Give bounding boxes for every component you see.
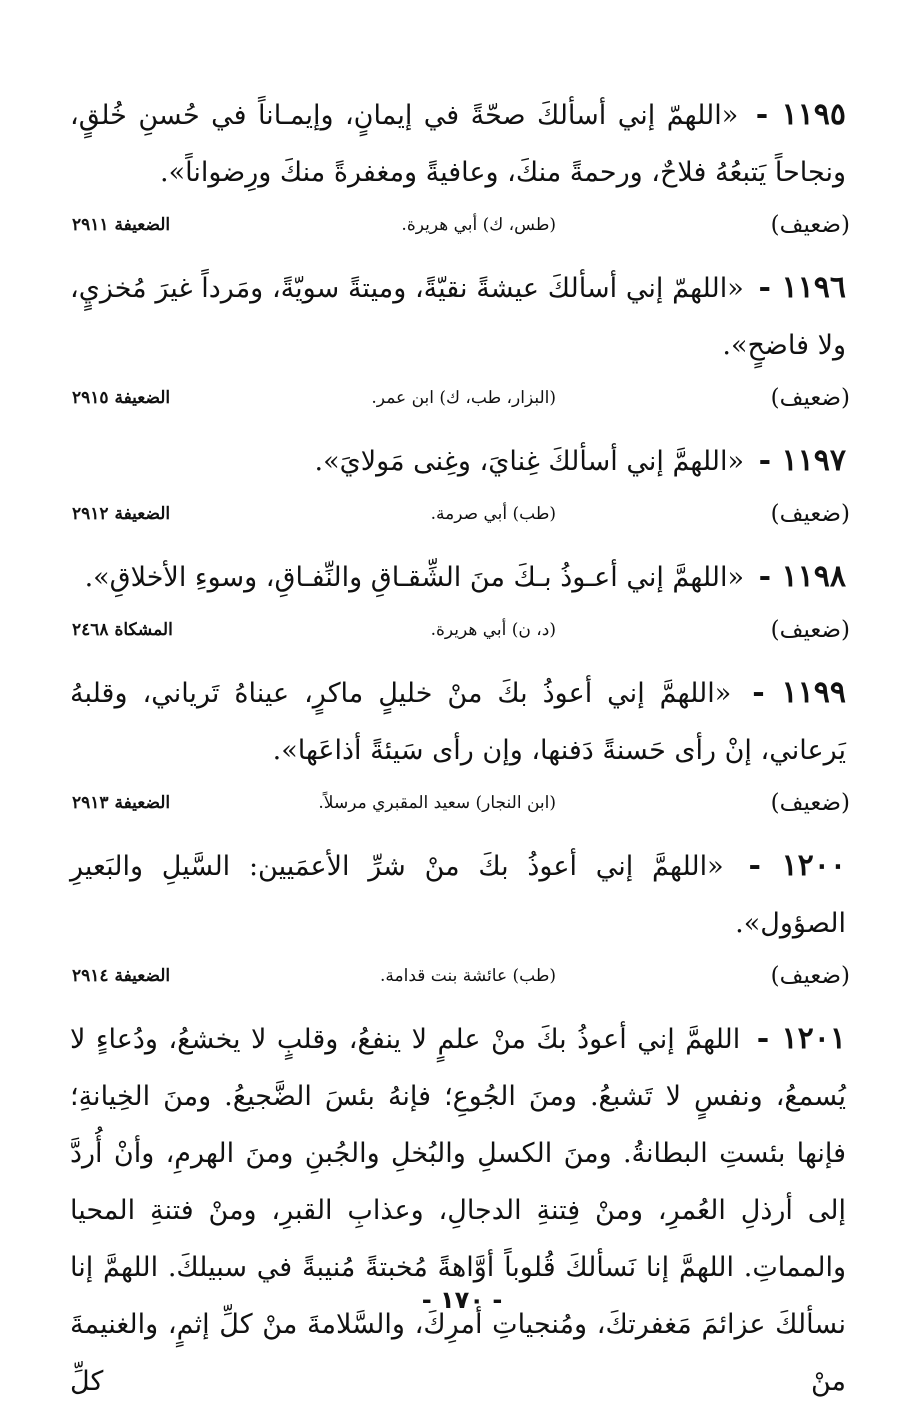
hadith-entry-1200 — [70, 837, 850, 998]
page-content — [70, 86, 850, 1397]
grade-label: (ضعيف) — [770, 790, 850, 816]
reference-row — [70, 608, 850, 652]
hadith-number: ١١٩٨ - — [758, 559, 846, 594]
hadith-number: ١١٩٥ - — [755, 97, 846, 132]
reference-row — [70, 954, 850, 998]
hadith-text — [70, 259, 846, 374]
hadith-number: ١١٩٦ - — [758, 270, 846, 305]
book-reference: الضعيفة ٢٩١٥ — [72, 388, 171, 408]
hadith-number: ١١٩٧ - — [758, 443, 846, 478]
book-reference: الضعيفة ٢٩١١ — [72, 215, 171, 235]
hadith-entry-1195 — [70, 86, 850, 247]
hadith-text — [70, 664, 846, 779]
grade-label: (ضعيف) — [770, 212, 850, 238]
hadith-text — [70, 432, 846, 490]
source-citation: (طب) أبي صرمة. — [430, 504, 556, 524]
grade-label: (ضعيف) — [770, 963, 850, 989]
grade-label: (ضعيف) — [770, 617, 850, 643]
hadith-text — [70, 1010, 846, 1410]
grade-label: (ضعيف) — [770, 385, 850, 411]
reference-row — [70, 492, 850, 536]
source-citation: (د، ن) أبي هريرة. — [430, 620, 556, 640]
hadith-entry-1199 — [70, 664, 850, 825]
reference-row — [70, 781, 850, 825]
grade-label: (ضعيف) — [770, 501, 850, 527]
hadith-body: «اللهمّ إني أسألكَ عيشةً نقيّةً، وميتةً سويّةً، ومَرداً غيرَ مُخزيٍ، ولا فاضحٍ». — [70, 273, 846, 361]
source-citation: (البزار، طب، ك) ابن عمر. — [371, 388, 556, 408]
hadith-body: «اللهمَّ إني أعوذُ بكَ منْ شرِّ الأعمَيين: السَّيلِ والبَعيرِ الصؤول». — [70, 851, 846, 939]
book-reference: الضعيفة ٢٩١٤ — [72, 966, 171, 986]
hadith-body: «اللهمَّ إني أعوذُ بكَ منْ خليلٍ ماكرٍ، عيناهُ تَرياني، وقلبهُ يَرعاني، إنْ رأى حَسنةً دَفنها، وإن رأى سَيئةً أذاعَها». — [70, 678, 846, 766]
hadith-text — [70, 548, 846, 606]
hadith-entry-1197 — [70, 432, 850, 536]
hadith-entry-1198 — [70, 548, 850, 652]
book-reference: الضعيفة ٢٩١٢ — [72, 504, 171, 524]
hadith-body: «اللهمّ إني أسألكَ صحّةً في إيمانٍ، وإيمـاناً في حُسنِ خُلقٍ، ونجاحاً يَتبعُهُ فلاحٌ، ورحمةً منكَ، وعافيةً ومغفرةً منكَ ورِضواناً». — [70, 100, 846, 188]
reference-row — [70, 203, 850, 247]
source-citation: (ابن النجار) سعيد المقبري مرسلاً. — [318, 793, 556, 813]
reference-row — [70, 376, 850, 420]
book-reference: الضعيفة ٢٩١٣ — [72, 793, 171, 813]
hadith-number: ١١٩٩ - — [752, 675, 846, 710]
hadith-body: «اللهمَّ إني أعـوذُ بـكَ منَ الشِّقـاقِ والنِّفـاقِ، وسوءِ الأخلاقِ». — [84, 562, 745, 593]
hadith-body: «اللهمَّ إني أسألكَ غِنايَ، وغِنى مَولايَ». — [314, 446, 745, 477]
hadith-number: ١٢٠١ - — [756, 1021, 846, 1056]
hadith-entry-1201 — [70, 1010, 846, 1410]
page-number: - ١٧٠ - — [421, 1286, 503, 1314]
source-citation: (طب) عائشة بنت قدامة. — [380, 966, 556, 986]
hadith-text — [70, 86, 846, 201]
book-reference: المشكاة ٢٤٦٨ — [72, 620, 173, 640]
hadith-entry-1196 — [70, 259, 850, 420]
hadith-text — [70, 837, 846, 952]
source-citation: (طس، ك) أبي هريرة. — [401, 215, 556, 235]
hadith-number: ١٢٠٠ - — [748, 848, 846, 883]
hadith-body: اللهمَّ إني أعوذُ بكَ منْ علمٍ لا ينفعُ، وقلبٍ لا يخشعُ، ودُعاءٍ لا يُسمعُ، ونفسٍ لا تَشبعُ. ومنَ الجُوعِ؛ فإنهُ بئسَ الضَّجيعُ. ومنَ الخِيانةِ؛ فإنها بئستِ البطانةُ. ومنَ الكسلِ والبُخلِ والجُبنِ ومنَ الهرمِ، وأنْ أُردَّ إلى أرذلِ العُمرِ، ومنْ فِتنةِ الدجالِ، وعذابِ القبرِ، ومنْ فتنةِ المحيا والمماتِ. اللهمَّ إنا نَسألكَ قُلوباً أوَّاهةً مُخبتةً مُنيبةً في سبيلكَ. اللهمَّ إنا نسألكَ عزائمَ مَغفرتكَ، ومُنجياتِ أمرِكَ، والسَّلامةَ منْ كلِّ إثمٍ، والغنيمةَ منْ كلِّ — [70, 1024, 846, 1397]
